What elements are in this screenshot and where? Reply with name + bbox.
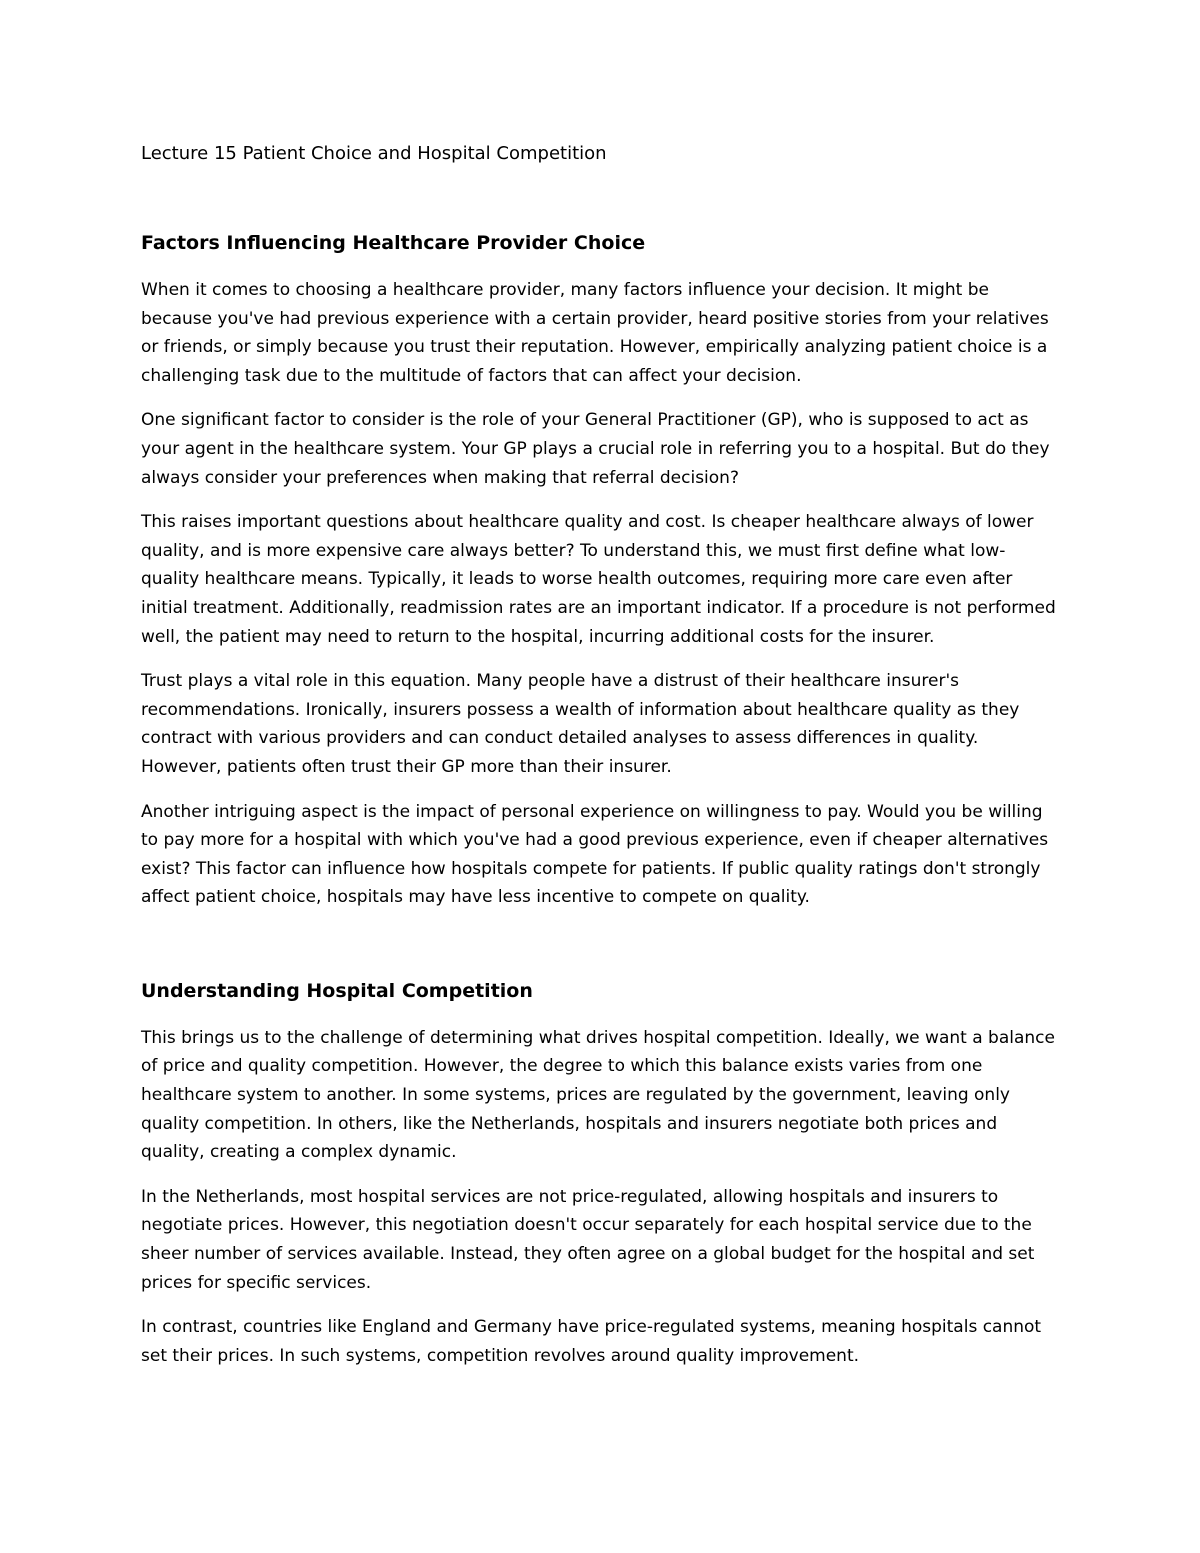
paragraph: In contrast, countries like England and Germany have price-regulated systems, meaning hospitals cannot set their prices. In such systems, competition revolves around quality improvement. <box>141 1317 1042 1366</box>
paragraph: One significant factor to consider is the role of your General Practitioner (GP), who is supposed to act as your agent in the healthcare system. Your GP plays a crucial role in referring you to a hospital. But do they always consider your preferences when making that referral decision? <box>141 410 1050 488</box>
section-heading-provider-choice: Factors Influencing Healthcare Provider Choice <box>141 232 646 254</box>
section-heading-hospital-competition: Understanding Hospital Competition <box>141 979 533 1002</box>
paragraph: This brings us to the challenge of determining what drives hospital competition. Ideally, we want a balance of price and quality competition. However, the degree to which this balance exists varies from one healthcare system to another. In some systems, prices are regulated by the government, leaving only quality competition. In others, like the Netherlands, hospitals and insurers negotiate both prices and quality, creating a complex dynamic. <box>141 1027 1055 1163</box>
paragraph: This raises important questions about healthcare quality and cost. Is cheaper healthcare always of lower quality, and is more expensive care always better? To understand this, we must first define what low-quality healthcare means. Typically, it leads to worse health outcomes, requiring more care even after initial treatment. Additionally, readmission rates are an important indicator. If a procedure is not performed well, the patient may need to return to the hospital, incurring additional costs for the insurer. <box>141 512 1056 647</box>
paragraph: Another intriguing aspect is the impact of personal experience on willingness to pay. Would you be willing to pay more for a hospital with which you've had a good previous experience, even if cheaper alternatives exist? This factor can influence how hospitals compete for patients. If public quality ratings don't strongly affect patient choice, hospitals may have less incentive to compete on quality. <box>141 801 1049 908</box>
document-page <box>141 140 1059 1386</box>
paragraph: In the Netherlands, most hospital services are not price-regulated, allowing hospitals and insurers to negotiate prices. However, this negotiation doesn't occur separately for each hospital service due to the sheer number of services available. Instead, they often agree on a global budget for the hospital and set prices for specific services. <box>141 1186 1035 1293</box>
document-title: Lecture 15 Patient Choice and Hospital Competition <box>141 143 607 164</box>
paragraph: When it comes to choosing a healthcare provider, many factors influence your decision. It might be because you've had previous experience with a certain provider, heard positive stories from your relatives or friends, or simply because you trust their reputation. However, empirically analyzing patient choice is a challenging task due to the multitude of factors that can affect your decision. <box>141 280 1049 386</box>
paragraph: Trust plays a vital role in this equation. Many people have a distrust of their healthcare insurer's recommendations. Ironically, insurers possess a wealth of information about healthcare quality as they contract with various providers and can conduct detailed analyses to assess differences in quality. However, patients often trust their GP more than their insurer. <box>141 671 1020 777</box>
